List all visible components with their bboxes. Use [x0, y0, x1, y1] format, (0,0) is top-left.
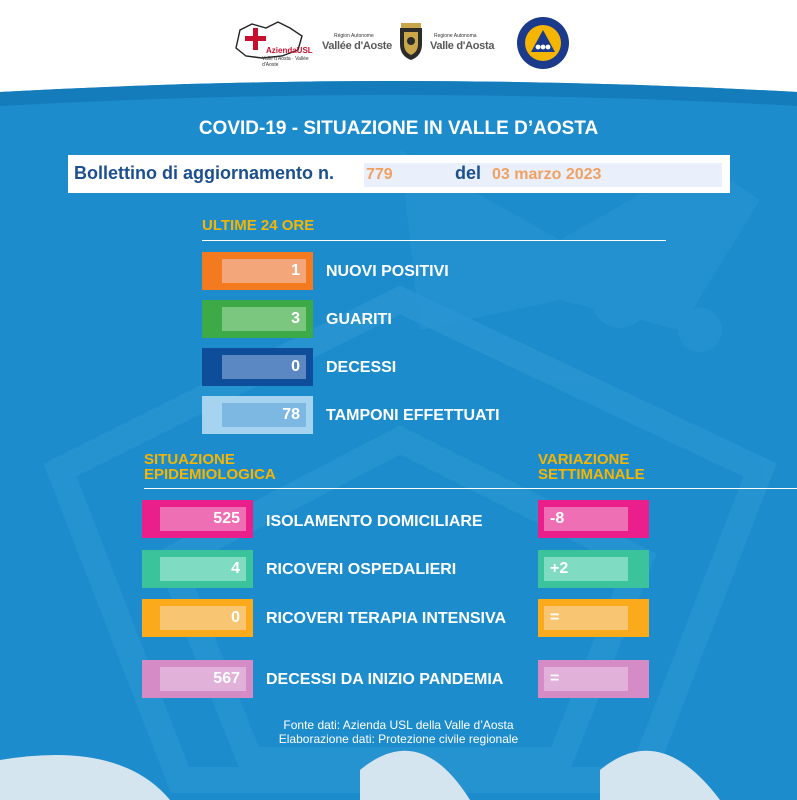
epid-value: 4 — [160, 557, 246, 581]
stat-label: DECESSI — [326, 359, 397, 376]
stat-value: 1 — [222, 259, 306, 283]
stat-value: 78 — [222, 403, 306, 427]
variation-box — [538, 660, 649, 698]
variation-value: +2 — [544, 557, 628, 581]
epid-box-home-isolation — [142, 500, 253, 538]
variation-value: = — [544, 606, 628, 630]
stat-label: GUARITI — [326, 311, 392, 328]
variation-heading-line2: SETTIMANALE — [538, 466, 645, 483]
stat-box-recovered — [202, 300, 313, 338]
epid-value: 567 — [160, 667, 246, 691]
footer-line1: Fonte dati: Azienda USL della Valle d’Aosta — [283, 718, 514, 732]
epid-label: RICOVERI TERAPIA INTENSIVA — [266, 610, 507, 627]
variation-heading-line1: VARIAZIONE — [538, 451, 630, 468]
variation-box — [538, 500, 649, 538]
regione-logo — [320, 22, 500, 62]
bulletin-bar — [68, 155, 730, 193]
epid-label: RICOVERI OSPEDALIERI — [266, 561, 457, 578]
coat-of-arms-icon — [396, 22, 426, 62]
stat-value: 3 — [222, 307, 306, 331]
bulletin-date-label: del — [455, 163, 482, 183]
stat-value: 0 — [222, 355, 306, 379]
footer-source — [0, 718, 797, 746]
variation-box — [538, 599, 649, 637]
region-right-small: Regione Autonoma — [434, 33, 477, 39]
region-right-name: Valle d'Aosta — [430, 40, 495, 52]
variation-value: = — [544, 667, 628, 691]
bulletin-label: Bollettino di aggiornamento n. — [74, 163, 334, 183]
epid-heading — [144, 452, 276, 482]
stat-box-tests — [202, 396, 313, 434]
epid-box-total-deaths — [142, 660, 253, 698]
last24-divider — [202, 240, 666, 241]
page-title: COVID-19 - SITUAZIONE IN VALLE D’AOSTA — [198, 118, 599, 139]
usl-logo-subtext: Valle d'Aosta · Vallée d'Aoste — [262, 56, 309, 68]
epid-value: 525 — [160, 507, 246, 531]
bulletin-number: 779 — [364, 163, 518, 187]
epid-heading-line2: EPIDEMIOLOGICA — [144, 466, 276, 483]
variation-heading — [538, 452, 645, 482]
stat-label: TAMPONI EFFETTUATI — [326, 407, 500, 424]
epid-label: DECESSI DA INIZIO PANDEMIA — [266, 671, 504, 688]
epid-label: ISOLAMENTO DOMICILIARE — [266, 513, 483, 530]
logo-bar — [0, 0, 797, 80]
stat-box-new-positives — [202, 252, 313, 290]
footer-line2: Elaborazione dati: Protezione civile regionale — [278, 732, 519, 746]
epid-box-intensive-care — [142, 599, 253, 637]
last24-heading: ULTIME 24 ORE — [202, 217, 315, 234]
protezione-civile-logo — [516, 16, 570, 70]
region-left-name: Vallée d'Aoste — [322, 40, 392, 52]
variation-value: -8 — [544, 507, 628, 531]
epid-heading-line1: SITUAZIONE — [144, 451, 235, 468]
variation-box — [538, 550, 649, 588]
stat-box-deaths — [202, 348, 313, 386]
stat-label: NUOVI POSITIVI — [326, 263, 449, 280]
bulletin-date: 03 marzo 2023 — [488, 163, 722, 187]
usl-logo-text: AziendaUSL — [266, 46, 313, 55]
region-left-small: Région Autonome — [334, 33, 374, 39]
epid-divider — [144, 488, 797, 489]
epid-box-hospitalized — [142, 550, 253, 588]
azienda-usl-logo — [232, 18, 313, 68]
epid-value: 0 — [160, 606, 246, 630]
